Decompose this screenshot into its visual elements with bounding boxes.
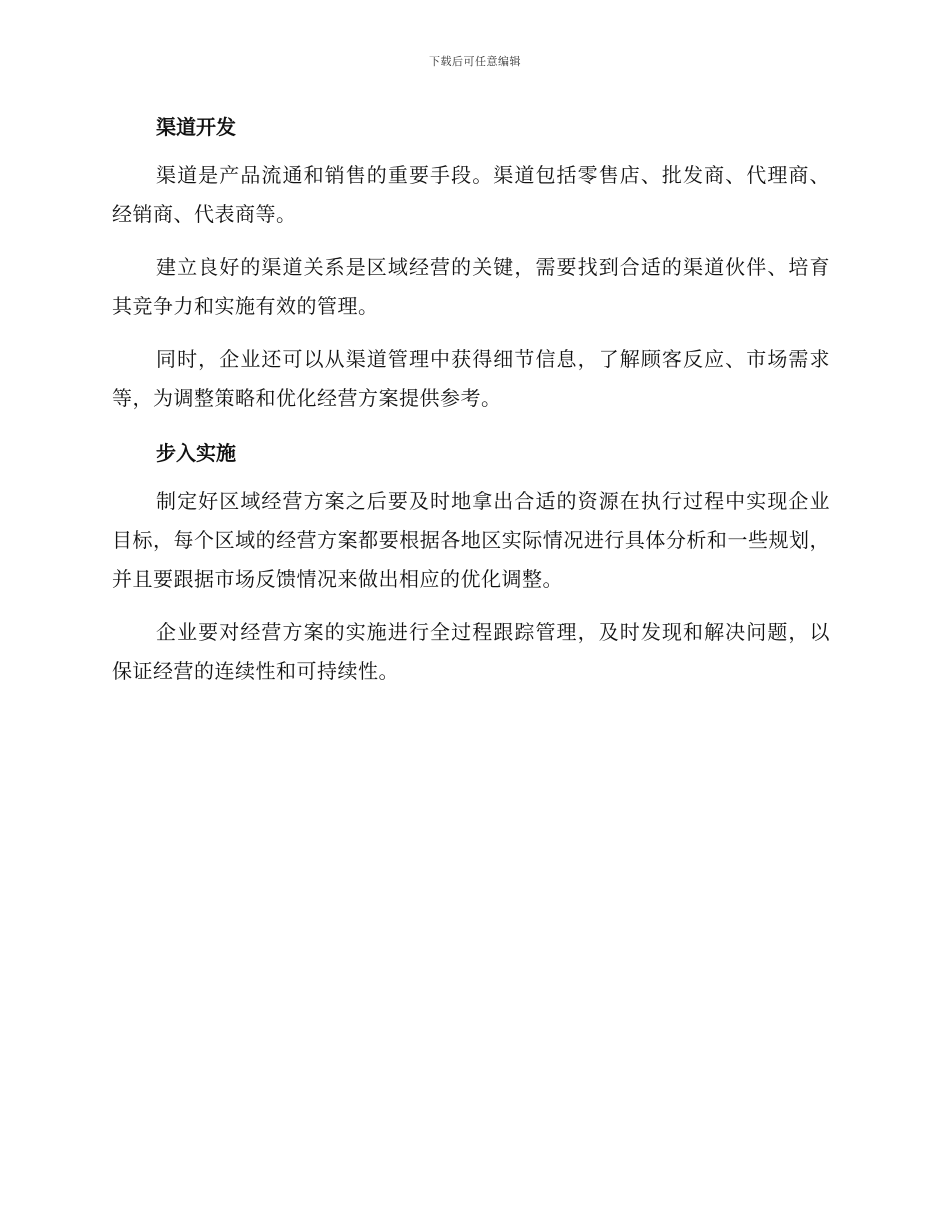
section-implementation bbox=[112, 432, 830, 691]
section-heading: 步入实施 bbox=[156, 441, 236, 465]
section-heading: 渠道开发 bbox=[156, 115, 236, 139]
section-channel-development bbox=[112, 106, 830, 418]
section-heading-wrap bbox=[112, 106, 830, 148]
paragraph: 企业要对经营方案的实施进行全过程跟踪管理，及时发现和解决问题，以保证经营的连续性和可持续性。 bbox=[112, 620, 830, 683]
paragraph: 制定好区域经营方案之后要及时地拿出合适的资源在执行过程中实现企业目标，每个区域的经营方案都要根据各地区实际情况进行具体分析和一些规划，并且要跟据市场反馈情况来做出相应的优化调整。 bbox=[112, 489, 830, 591]
paragraph: 同时，企业还可以从渠道管理中获得细节信息，了解顾客反应、市场需求等，为调整策略和优化经营方案提供参考。 bbox=[112, 347, 830, 410]
paragraph: 渠道是产品流通和销售的重要手段。渠道包括零售店、批发商、代理商、经销商、代表商等。 bbox=[112, 163, 830, 226]
document-body bbox=[112, 106, 830, 705]
section-heading-wrap bbox=[112, 432, 830, 474]
page-header-note: 下载后可任意编辑 bbox=[429, 55, 521, 68]
paragraph: 建立良好的渠道关系是区域经营的关键，需要找到合适的渠道伙伴、培育其竞争力和实施有效的管理。 bbox=[112, 255, 830, 318]
